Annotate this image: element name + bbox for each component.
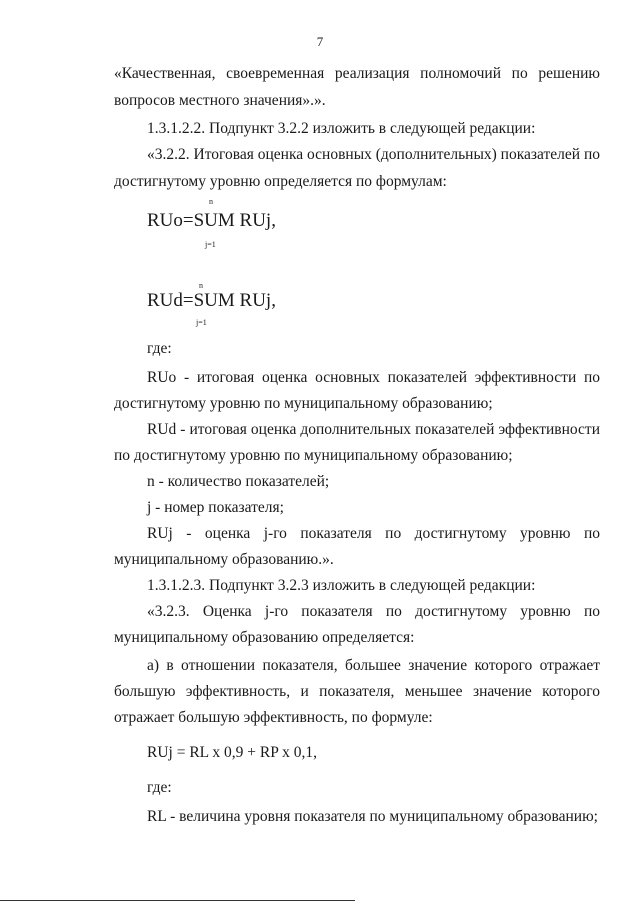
text-line: достигнутому уровню по муниципальному образованию; [114,395,493,412]
text-line: 1.3.1.2.3. Подпункт 3.2.3 изложить в следующей редакции: [147,577,536,594]
text-line: где: [147,340,172,357]
text-line: по достигнутому уровню по муниципальному образованию; [114,447,513,464]
text-line: RUd - итоговая оценка дополнительных показателей эффективности [147,421,600,438]
formula-text: RUd=SUM RUj, [147,290,276,311]
text-line: 1.3.1.2.2. Подпункт 3.2.2 изложить в следующей редакции: [147,120,536,137]
formula-superscript: n [199,281,203,290]
formula-subscript: j=1 [205,240,216,249]
formula-ruj: RUj = RL x 0,9 + RP x 0,1, [147,744,318,761]
text-line: «Качественная, своевременная реализация полномочий по решению [114,65,600,82]
formula-superscript: n [209,197,213,206]
text-line: где: [147,779,172,796]
page-number: 7 [316,34,324,49]
text-line: муниципальному образованию.». [114,551,334,568]
text-line: отражает большую эффективность, по формуле: [114,709,433,726]
text-line: RL - величина уровня показателя по муниципальному образованию; [147,808,598,825]
text-line: вопросов местного значения».». [114,92,326,109]
footer-divider [0,900,355,901]
text-line: RUj - оценка j-го показателя по достигнутому уровню по [147,525,600,542]
text-line: «3.2.3. Оценка j-го показателя по достигнутому уровню по [147,603,600,620]
text-line: «3.2.2. Итоговая оценка основных (дополнительных) показателей по [147,146,600,163]
text-line: муниципальному образованию определяется: [114,629,415,646]
formula-text: RUo=SUM RUj, [147,210,276,231]
text-line: достигнутому уровню определяется по формулам: [114,173,447,190]
text-line: большую эффективность, и показателя, меньшее значение которого [114,683,600,700]
text-line: j - номер показателя; [147,499,284,516]
text-line: n - количество показателей; [147,473,330,490]
text-line: RUo - итоговая оценка основных показателей эффективности по [147,369,600,386]
formula-subscript: j=1 [196,318,207,327]
text-line: а) в отношении показателя, большее значение которого отражает [147,657,600,674]
